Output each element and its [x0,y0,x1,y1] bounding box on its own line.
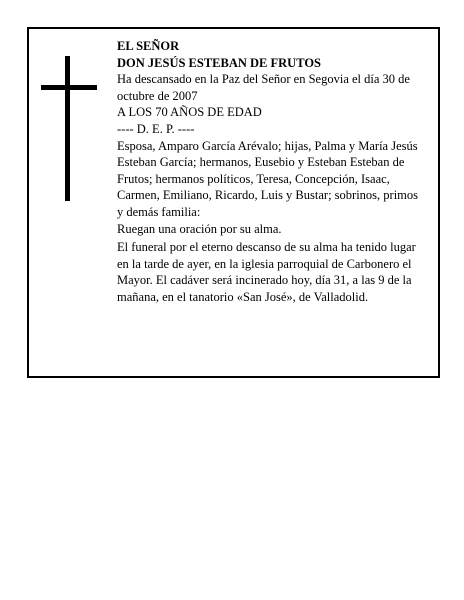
death-announcement: Ha descansado en la Paz del Señor en Segovia el día 30 de octubre de 2007 [117,72,410,103]
funeral-paragraph: El funeral por el eterno descanso de su alma ha tenido lugar en la tarde de ayer, en la iglesia parroquial de Carbonero el Mayor. El cadáver será incinerado hoy, día 31, a las 9 de la mañana, en el tanatorio «San José», de Valladolid. [117,240,416,304]
prayer-line: Ruegan una oración por su alma. [117,221,282,236]
cross-horizontal-bar [41,85,97,90]
rip-line: ---- D. E. P. ---- [117,121,195,136]
notice-title-honorific: EL SEÑOR [117,39,180,53]
age-line: A LOS 70 AÑOS DE EDAD [117,105,262,120]
family-paragraph: Esposa, Amparo García Arévalo; hijas, Palma y María Jesús Esteban García; hermanos, Eusebio y Esteban Esteban de Frutos; hermanos políticos, Teresa, Concepción, Isaac, Carmen, Emiliano, Ricardo, Luis y Bustar; sobrinos, primos y demás familia: [117,138,419,219]
notice-title-name: DON JESÚS ESTEBAN DE FRUTOS [117,55,321,70]
cross-vertical-bar [65,56,70,201]
obituary-notice [27,27,440,378]
cross-icon [41,56,97,201]
notice-body [117,38,427,306]
